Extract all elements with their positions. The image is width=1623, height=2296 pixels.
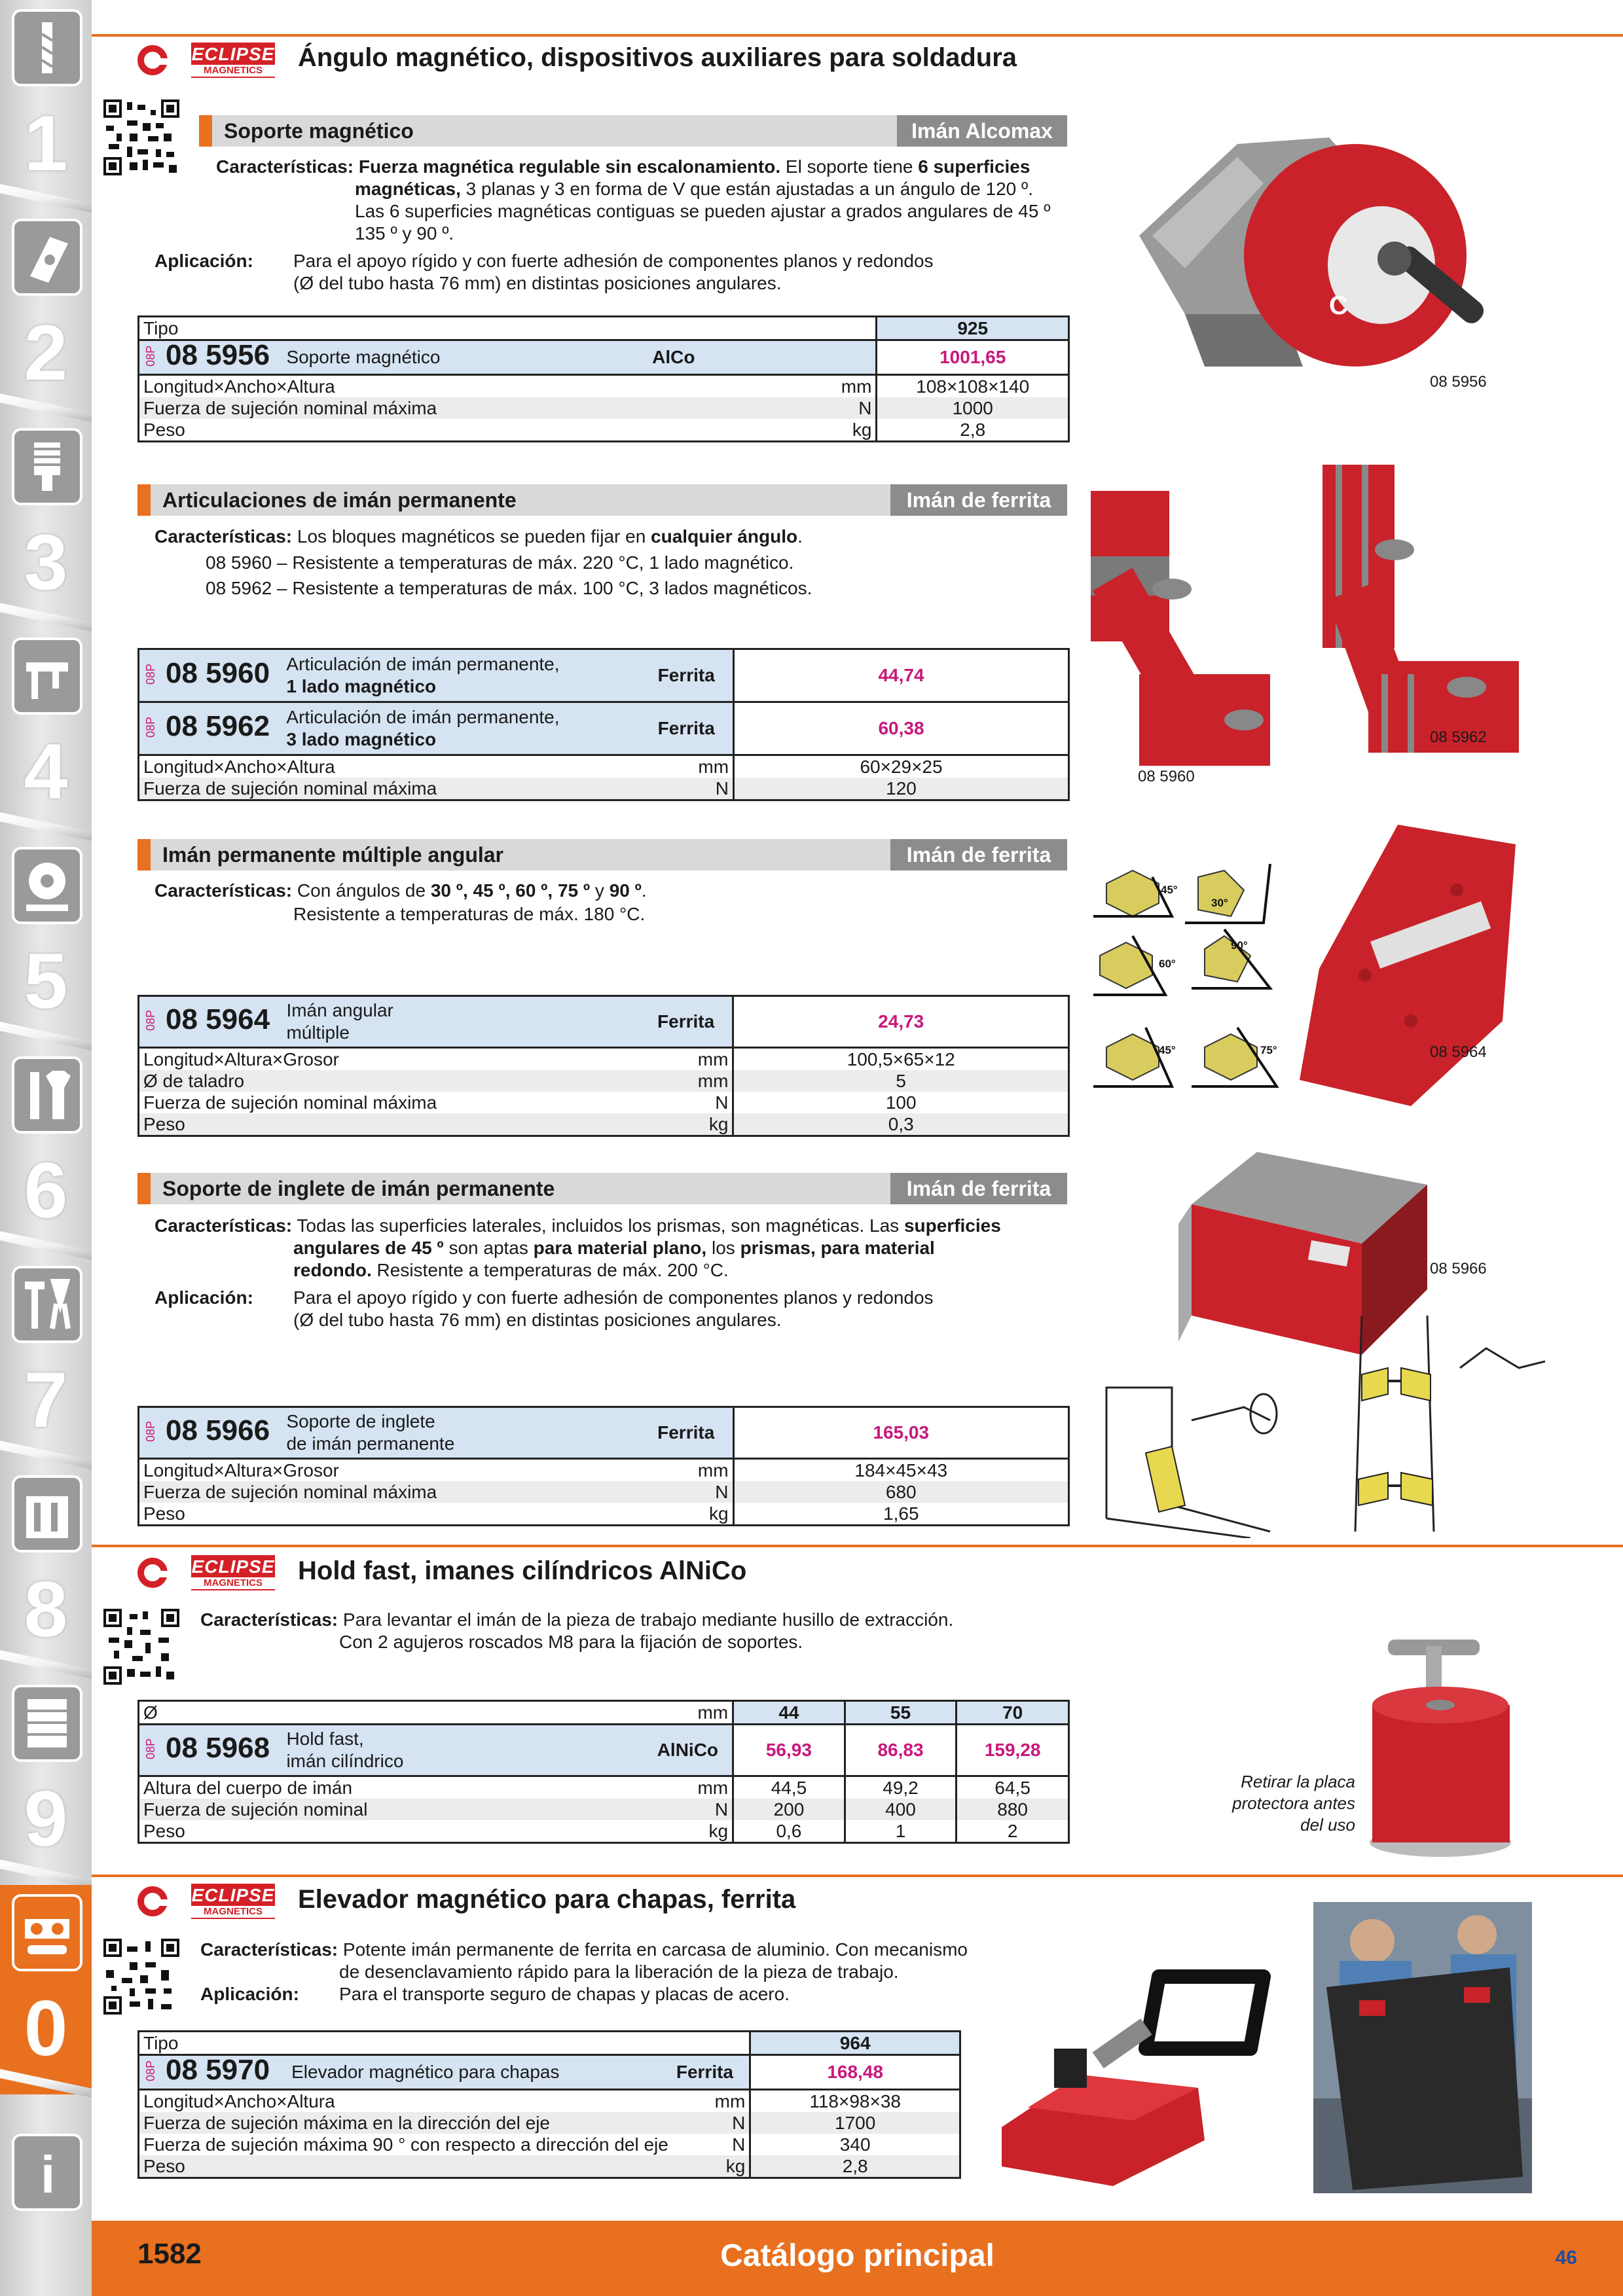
section-rule <box>92 1874 1623 1877</box>
article-name-line: Articulación de imán permanente, <box>286 707 560 727</box>
toolbox-icon <box>12 1475 82 1552</box>
tap-holder-icon <box>12 428 82 505</box>
chapter-tab-6[interactable] <box>0 1047 92 1257</box>
features-label: Características: <box>155 1215 293 1236</box>
features-text-part: Resistente a temperaturas de máx. 200 °C. <box>371 1260 729 1280</box>
features-text <box>155 1215 1001 1237</box>
spec-label: Fuerza de sujeción nominal máxima <box>139 778 654 800</box>
spec-value: 64,5 <box>957 1776 1069 1799</box>
angle-diagrams <box>1093 857 1290 1100</box>
spec-unit: mm <box>697 1777 729 1798</box>
features-text: 135 º y 90 º. <box>355 223 454 243</box>
sheet-lifting-photo <box>1313 1902 1532 2193</box>
features-bold: Fuerza magnética regulable sin escalonamiento. <box>358 156 781 177</box>
code-prefix: 08P <box>144 346 157 367</box>
features-text-part: Los bloques magnéticos se pueden fijar en <box>292 526 651 547</box>
size-header: 44 <box>733 1701 845 1725</box>
size-header: 55 <box>845 1701 957 1725</box>
angle-label: 60° <box>1159 958 1176 970</box>
magnet-type-badge: Imán de ferrita <box>890 484 1067 516</box>
spec-unit: N <box>654 778 734 800</box>
features-text-part: y <box>590 880 610 901</box>
section-rule <box>92 1545 1623 1547</box>
application-text: Para el transporte seguro de chapas y placas de acero. <box>339 1984 790 2004</box>
spec-value: 108×108×140 <box>877 375 1069 398</box>
article-price: 168,48 <box>750 2055 960 2090</box>
image-caption: 08 5964 <box>1430 1043 1487 1061</box>
spec-value: 60×29×25 <box>734 755 1069 778</box>
application-text: Para el apoyo rígido y con fuerte adhesión de componentes planos y redondos <box>293 251 934 271</box>
article-code[interactable] <box>139 2055 288 2090</box>
chapter-number: 4 <box>24 728 68 816</box>
spec-value: 880 <box>957 1799 1069 1820</box>
multi-angle-magnet-image[interactable] <box>1293 805 1529 1113</box>
spec-label: Peso <box>139 1113 654 1136</box>
spec-label: Fuerza de sujeción nominal máxima <box>139 1481 654 1503</box>
logo-line1: ECLIPSE <box>191 1556 275 1577</box>
features-bold: angulares de 45 º <box>293 1238 444 1258</box>
features-bold: magnéticas, <box>355 179 461 199</box>
spec-unit: N <box>653 1481 733 1503</box>
safety-goggles-icon <box>12 1894 82 1971</box>
image-caption: 08 5962 <box>1430 728 1487 746</box>
eclipse-magnetics-logo <box>137 41 278 79</box>
spec-unit: N <box>715 1092 729 1113</box>
features-bold: 30 º, 45 º, 60 º, 75 º <box>430 880 591 901</box>
features-text-part: . <box>797 526 803 547</box>
spec-value: 5 <box>733 1070 1069 1092</box>
wrench-icon <box>12 1056 82 1134</box>
magnet-type-badge: Imán de ferrita <box>890 1173 1067 1204</box>
application-text: (Ø del tubo hasta 76 mm) en distintas posiciones angulares. <box>293 1310 782 1330</box>
product-bar-soporte-magnetico <box>199 115 1067 147</box>
spec-unit: kg <box>708 1820 729 1841</box>
pliers-icon <box>12 1266 82 1343</box>
spec-unit: mm <box>697 1460 729 1480</box>
bar-accent <box>137 839 151 870</box>
product-bar-iman-multiple <box>137 839 1067 870</box>
chapter-number: 7 <box>24 1356 68 1444</box>
features-label: Características: <box>200 1939 338 1960</box>
article-name: Elevador magnético para chapas <box>287 2055 672 2090</box>
article-price: 159,28 <box>957 1725 1069 1776</box>
spec-value: 1000 <box>877 397 1069 419</box>
spec-label: Altura del cuerpo de imán <box>143 1777 353 1798</box>
chapter-tab-1[interactable] <box>0 0 92 209</box>
features-text-part: los <box>706 1238 740 1258</box>
eclipse-magnetics-logo <box>137 1554 278 1592</box>
bar-accent <box>199 115 212 147</box>
article-code[interactable] <box>139 340 283 375</box>
article-name-line: de imán permanente <box>286 1433 455 1454</box>
spec-unit: N <box>732 2134 746 2155</box>
spec-value: 2 <box>957 1820 1069 1843</box>
product-table-085968 <box>137 1700 1070 1844</box>
article-code[interactable] <box>139 996 283 1048</box>
code-prefix: 08P <box>144 2060 157 2082</box>
product-heading: Articulaciones de imán permanente <box>162 488 517 512</box>
product-bar-soporte-inglete <box>137 1173 1067 1204</box>
chapter-tab-9[interactable] <box>0 1676 92 1885</box>
saw-blade-icon <box>12 847 82 924</box>
article-price: 60,38 <box>734 702 1069 755</box>
application-label: Aplicación: <box>155 251 253 271</box>
info-icon <box>12 2134 82 2211</box>
diameter-label: Ø <box>143 1702 158 1723</box>
cylindrical-magnet-image[interactable] <box>1368 1620 1545 1859</box>
article-name-line: Articulación de imán permanente, <box>286 654 560 674</box>
variant-note: 08 5960 – Resistente a temperaturas de máx. 220 °C, 1 lado magnético. <box>206 552 794 573</box>
magnet-type-badge: Imán de ferrita <box>890 839 1067 870</box>
tipo-label: Tipo <box>143 2032 179 2053</box>
usage-note <box>1205 1771 1355 1836</box>
features-text-part: 3 planas y 3 en forma de V que están ajustadas a un ángulo de 120 º. <box>460 179 1034 199</box>
spec-value: 118×98×38 <box>750 2090 960 2113</box>
spec-label: Fuerza de sujeción nominal máxima <box>139 397 649 419</box>
article-material: Ferrita <box>654 649 734 702</box>
features-bold: prismas, para material <box>740 1238 935 1258</box>
chapter-tab-info[interactable] <box>0 2094 92 2221</box>
chapter-number: 9 <box>24 1775 68 1863</box>
spec-value: 184×45×43 <box>733 1459 1068 1482</box>
logo-ring-icon <box>137 1558 168 1588</box>
product-table-085956 <box>137 315 1070 442</box>
features-text-part: El soporte tiene <box>780 156 919 177</box>
spec-unit: kg <box>653 1113 733 1136</box>
article-name <box>282 649 653 702</box>
features-bold: 90 º <box>609 880 642 901</box>
caliper-icon <box>12 637 82 715</box>
features-text: Las 6 superficies magnéticas contiguas se pueden ajustar a grados angulares de 45 º <box>355 201 1051 221</box>
spec-unit: N <box>648 397 877 419</box>
article-price: 86,83 <box>845 1725 957 1776</box>
application-label: Aplicación: <box>155 1287 253 1308</box>
spec-unit: mm <box>697 1049 729 1069</box>
code-number: 08 5966 <box>166 1414 270 1446</box>
spec-value: 0,3 <box>733 1113 1069 1136</box>
features-bold: 6 superficies <box>918 156 1030 177</box>
spec-value: 1 <box>845 1820 957 1843</box>
chapter-number: 6 <box>24 1147 68 1234</box>
catalog-title: Catálogo principal <box>720 2238 994 2273</box>
features-label: Características: <box>216 156 354 177</box>
features-text <box>200 1609 953 1631</box>
spec-unit: mm <box>653 1070 733 1092</box>
spec-label: Longitud×Altura×Grosor <box>143 1460 339 1480</box>
chapter-number: 5 <box>24 937 68 1025</box>
spec-label: Fuerza de sujeción nominal máxima <box>143 1092 437 1113</box>
chapter-number: 1 <box>24 99 68 187</box>
usage-note-line: protectora antes <box>1232 1793 1355 1813</box>
spec-label: Peso <box>143 1820 185 1841</box>
features-bold: redondo. <box>293 1260 372 1280</box>
chapter-tab-7[interactable] <box>0 1257 92 1466</box>
features-label: Características: <box>200 1609 338 1630</box>
product-table-085960-085962 <box>137 648 1070 801</box>
magnet-type-badge: Imán Alcomax <box>897 115 1067 147</box>
article-price: 56,93 <box>733 1725 845 1776</box>
spec-unit: kg <box>708 1503 729 1524</box>
code-number: 08 5960 <box>166 656 270 689</box>
spec-value: 1700 <box>750 2112 960 2134</box>
spec-value: 120 <box>734 778 1069 800</box>
product-table-085966 <box>137 1406 1070 1526</box>
spec-label: Longitud×Ancho×Altura <box>143 376 335 397</box>
usage-illustrations <box>1093 1309 1545 1538</box>
code-number: 08 5956 <box>166 338 270 371</box>
spec-unit: kg <box>852 419 872 440</box>
features-text-part: Para levantar el imán de la pieza de trabajo mediante husillo de extracción. <box>342 1609 954 1630</box>
chapter-number: 0 <box>24 1984 68 2072</box>
spec-value: 44,5 <box>733 1776 845 1799</box>
features-text <box>216 156 1030 178</box>
features-text-part: . <box>641 880 647 901</box>
spec-value: 2,8 <box>750 2155 960 2178</box>
permanent-magnet-joints-image[interactable] <box>1087 458 1545 772</box>
article-material: Ferrita <box>653 1407 733 1459</box>
size-header: 70 <box>957 1701 1069 1725</box>
features-label: Características: <box>155 880 293 901</box>
logo-ring-icon <box>137 45 168 75</box>
section-title: Hold fast, imanes cilíndricos AlNiCo <box>298 1556 747 1585</box>
application-label: Aplicación: <box>200 1984 299 2004</box>
spec-value: 0,6 <box>733 1820 845 1843</box>
spec-unit: mm <box>714 2090 746 2111</box>
spec-unit: N <box>653 1799 733 1820</box>
spec-value: 400 <box>845 1799 957 1820</box>
chapter-tab-8[interactable] <box>0 1466 92 1676</box>
volume-number: 46 <box>1555 2247 1577 2269</box>
usage-note-line: Retirar la placa <box>1241 1772 1355 1791</box>
spec-value: 100 <box>733 1092 1069 1113</box>
article-material: AlNiCo <box>653 1725 733 1776</box>
code-number: 08 5970 <box>166 2053 270 2086</box>
article-price: 165,03 <box>733 1407 1068 1459</box>
article-name-bold: 1 lado magnético <box>286 676 437 696</box>
variant-note: 08 5962 – Resistente a temperaturas de máx. 100 °C, 3 lados magnéticos. <box>206 578 812 598</box>
code-prefix: 08P <box>144 664 157 685</box>
spec-value: 680 <box>733 1481 1068 1503</box>
product-table-085964 <box>137 995 1070 1137</box>
article-name: Soporte magnético <box>282 340 648 375</box>
spec-value: 2,8 <box>877 419 1069 442</box>
chapter-tab-0-active[interactable] <box>0 1885 92 2094</box>
image-caption: 08 5956 <box>1430 373 1487 391</box>
drill-bit-icon <box>12 9 82 86</box>
application-text: Para el apoyo rígido y con fuerte adhesión de componentes planos y redondos <box>293 1287 934 1308</box>
features-text-part: Con ángulos de <box>292 880 431 901</box>
qr-code-icon[interactable] <box>103 99 179 175</box>
section-title: Ángulo magnético, dispositivos auxiliares para soldadura <box>298 43 1017 72</box>
article-name-line: múltiple <box>286 1022 350 1043</box>
tipo-label: Tipo <box>143 317 179 338</box>
spec-value: 49,2 <box>845 1776 957 1799</box>
logo-line2: MAGNETICS <box>191 1906 275 1918</box>
article-material: Ferrita <box>654 702 734 755</box>
article-name <box>282 702 653 755</box>
article-code[interactable] <box>139 649 283 702</box>
logo-line1: ECLIPSE <box>191 1885 275 1905</box>
product-heading: Soporte de inglete de imán permanente <box>162 1177 555 1200</box>
page-number: 1582 <box>137 2238 202 2270</box>
info-glyph: i <box>41 2145 56 2199</box>
spec-label: Peso <box>139 2155 672 2178</box>
article-name <box>282 1407 653 1459</box>
logo-line2: MAGNETICS <box>191 1577 275 1589</box>
image-caption: 08 5966 <box>1430 1260 1487 1278</box>
code-prefix: 08P <box>144 1421 157 1443</box>
section-title: Elevador magnético para chapas, ferrita <box>298 1885 796 1914</box>
spec-unit: kg <box>672 2155 750 2178</box>
spec-label: Longitud×Ancho×Altura <box>143 756 335 777</box>
spec-label: Longitud×Ancho×Altura <box>143 2090 335 2111</box>
spec-value: 340 <box>750 2134 960 2155</box>
features-bold: cualquier ángulo <box>651 526 798 547</box>
chapter-number: 8 <box>24 1566 68 1653</box>
code-prefix: 08P <box>144 717 157 738</box>
logo-line2: MAGNETICS <box>191 65 275 77</box>
code-prefix: 08P <box>144 1738 157 1760</box>
chapter-sidebar <box>0 0 92 2296</box>
spec-label: Longitud×Altura×Grosor <box>143 1049 339 1069</box>
spec-label: Fuerza de sujeción máxima en la dirección del eje <box>139 2112 672 2134</box>
qr-code-icon[interactable] <box>103 1939 179 2015</box>
article-price: 44,74 <box>734 649 1069 702</box>
article-name <box>282 996 653 1048</box>
angle-label: 90° <box>1231 939 1248 952</box>
workshop-cabinet-icon <box>12 1685 82 1762</box>
sheet-lifter-product-image[interactable] <box>989 1957 1290 2193</box>
article-material: Ferrita <box>672 2055 750 2090</box>
bar-accent <box>137 484 151 516</box>
features-text <box>293 1237 935 1259</box>
logo-ring-icon <box>137 1886 168 1916</box>
angle-label: 30° <box>1211 897 1228 909</box>
features-text: de desenclavamiento rápido para la liberación de la pieza de trabajo. <box>339 1962 899 1982</box>
features-text-part: son aptas <box>443 1238 534 1258</box>
logo-line1: ECLIPSE <box>191 44 275 64</box>
angle-label: 45° <box>1159 1044 1176 1056</box>
features-bold: para material plano, <box>533 1238 707 1258</box>
tipo-value: 964 <box>750 2032 960 2055</box>
code-number: 08 5962 <box>166 709 270 742</box>
spec-unit: N <box>672 2112 750 2134</box>
spec-label: Ø de taladro <box>139 1070 654 1092</box>
chapter-tab-4[interactable] <box>0 628 92 838</box>
product-heading: Imán permanente múltiple angular <box>162 843 503 867</box>
article-name-line: Imán angular <box>286 1000 393 1020</box>
spec-value: 100,5×65×12 <box>733 1048 1069 1071</box>
features-label: Características: <box>155 526 293 547</box>
spec-label: Peso <box>143 1503 185 1524</box>
spec-value: 200 <box>733 1799 845 1820</box>
chapter-tab-2[interactable] <box>0 209 92 419</box>
article-name-line: imán cilíndrico <box>286 1751 404 1771</box>
code-number: 08 5968 <box>166 1731 270 1764</box>
features-text <box>155 526 803 548</box>
product-table-085970 <box>137 2030 961 2179</box>
spec-label: Fuerza de sujeción nominal <box>139 1799 653 1820</box>
eclipse-magnetics-logo <box>137 1882 278 1920</box>
features-text: Con 2 agujeros roscados M8 para la fijación de soportes. <box>339 1632 803 1652</box>
features-text <box>155 880 647 902</box>
spec-label: Peso <box>143 419 185 440</box>
features-text <box>293 1259 729 1282</box>
svg-text:C: C <box>1329 291 1348 320</box>
product-heading: Soporte magnético <box>224 119 414 143</box>
features-text-part: Todas las superficies laterales, incluidos los prismas, son magnéticas. Las <box>292 1215 904 1236</box>
magnetic-stand-product-image[interactable] <box>1133 118 1552 393</box>
article-name-bold: 3 lado magnético <box>286 729 437 749</box>
cutting-insert-icon <box>12 219 82 296</box>
chapter-number: 3 <box>24 518 68 606</box>
article-price: 24,73 <box>733 996 1069 1048</box>
bar-accent <box>137 1173 151 1204</box>
spec-unit: mm <box>841 376 872 397</box>
article-name-line: Hold fast, <box>286 1729 364 1749</box>
tipo-value: 925 <box>877 317 1069 340</box>
angle-label: 45° <box>1161 884 1178 896</box>
spec-unit: mm <box>698 756 729 777</box>
usage-note-line: del uso <box>1300 1815 1355 1835</box>
qr-code-icon[interactable] <box>103 1609 179 1685</box>
application-text: (Ø del tubo hasta 76 mm) en distintas posiciones angulares. <box>293 273 782 293</box>
product-bar-articulaciones <box>137 484 1067 516</box>
article-code[interactable] <box>139 1407 283 1459</box>
diameter-unit: mm <box>697 1702 729 1723</box>
chapter-number: 2 <box>24 309 68 397</box>
article-material: Ferrita <box>653 996 733 1048</box>
features-text: Resistente a temperaturas de máx. 180 °C. <box>293 904 646 924</box>
features-text <box>200 1939 968 1961</box>
article-name <box>282 1725 653 1776</box>
page-footer <box>92 2221 1623 2296</box>
article-code[interactable] <box>139 1725 283 1776</box>
article-code[interactable] <box>139 702 283 755</box>
article-price: 1001,65 <box>877 340 1069 375</box>
section-rule <box>92 34 1623 37</box>
features-bold: superficies <box>903 1215 1001 1236</box>
image-caption: 08 5960 <box>1138 768 1195 785</box>
features-text-part: Potente imán permanente de ferrita en carcasa de aluminio. Con mecanismo <box>342 1939 968 1960</box>
angle-label: 75° <box>1260 1044 1277 1056</box>
chapter-tab-5[interactable] <box>0 838 92 1047</box>
chapter-tab-3[interactable] <box>0 419 92 628</box>
code-prefix: 08P <box>144 1010 157 1031</box>
article-name-line: Soporte de inglete <box>286 1411 435 1431</box>
code-number: 08 5964 <box>166 1003 270 1035</box>
article-material: AlCo <box>648 340 877 375</box>
features-text <box>355 178 1033 200</box>
spec-label: Fuerza de sujeción máxima 90 ° con respecto a dirección del eje <box>143 2134 668 2155</box>
spec-value: 1,65 <box>733 1503 1068 1526</box>
